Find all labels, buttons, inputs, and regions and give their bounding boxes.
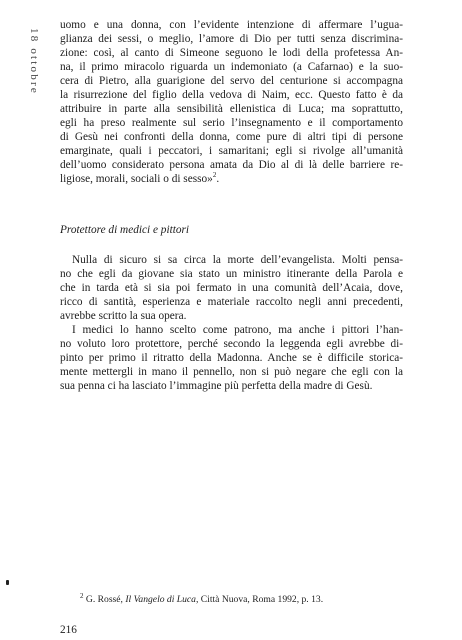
text-line: uomo e una donna, con l’evidente intenzione di affermare l’ugua- (60, 19, 403, 31)
footnote-details: , Città Nuova, Roma 1992, p. 13. (195, 594, 324, 605)
running-header-date: 18 ottobre (28, 28, 40, 95)
text-line-end: . (216, 173, 220, 185)
text-line: pinto per primo il ritratto della Madonna. Anche se è difficile storica- (60, 352, 403, 364)
text-line: dell’uomo considerato persona amata da Dio al di là delle barriere re- (60, 159, 403, 171)
footnote-title: Il Vangelo di Luca (125, 594, 196, 605)
section-heading: Protettore di medici e pittori (60, 224, 190, 236)
text-line: di Gesù nei confronti della donna, come pure di altri tipi di persone (60, 131, 403, 143)
footnote (80, 591, 324, 605)
text-line: cera di Pietro, alla guarigione del servo del centurione si accompagna (60, 75, 403, 87)
text-line: egli ha preso realmente sul serio l’insegnamento e il comportamento (60, 117, 403, 129)
text-line: I medici lo hanno scelto come patrono, ma anche i pittori l’han- (72, 324, 403, 336)
scan-speck (6, 580, 9, 585)
text-line: emarginate, quali i peccatori, i samaritani; egli si rivolge all’umanità (60, 145, 403, 157)
text-line: ricco di santità, esperienza e materiale raccolto negli anni precedenti, (60, 296, 403, 308)
text-line: no che egli da giovane sia stato un ministro itinerante della Parola e (60, 268, 403, 280)
text-line: Nulla di sicuro si sa circa la morte dell’evangelista. Molti pensa- (72, 254, 403, 266)
text-line-content: ligiose, morali, sociali o di sesso» (60, 173, 213, 185)
text-line: attribuire in parte alla sensibilità ellenistica di Luca; ma soprattutto, (60, 103, 403, 115)
text-line: zione: così, al canto di Simeone seguono le lodi della profetessa An- (60, 47, 403, 59)
text-line: mente mettergli in mano il pennello, non si può negare che egli con la (60, 366, 403, 378)
text-line: la risurrezione del figlio della vedova di Naim, ecc. Questo fatto è da (60, 89, 403, 101)
footnote-reference: 2 (212, 171, 217, 180)
footnote-number: 2 (80, 591, 84, 600)
text-line (60, 173, 403, 186)
text-line: sua penna ci ha lasciato l’immagine più perfetta della madre di Gesù. (60, 380, 373, 392)
text-line: no voluto loro protettore, perché secondo la leggenda egli avrebbe di- (60, 338, 403, 350)
text-line: avrebbe scritto la sua opera. (60, 310, 187, 322)
text-line: che in tarda età si sia poi fermato in una comunità dell’Acaia, dove, (60, 282, 403, 294)
text-line: glianza dei sessi, o meglio, l’amore di Dio per tutti senza discrimina- (60, 33, 403, 45)
footnote-author: G. Rossé, (85, 594, 123, 605)
text-line: na, il primo miracolo riguarda un indemoniato (a Cafarnao) e la suo- (60, 61, 403, 73)
page-number: 216 (60, 624, 77, 636)
